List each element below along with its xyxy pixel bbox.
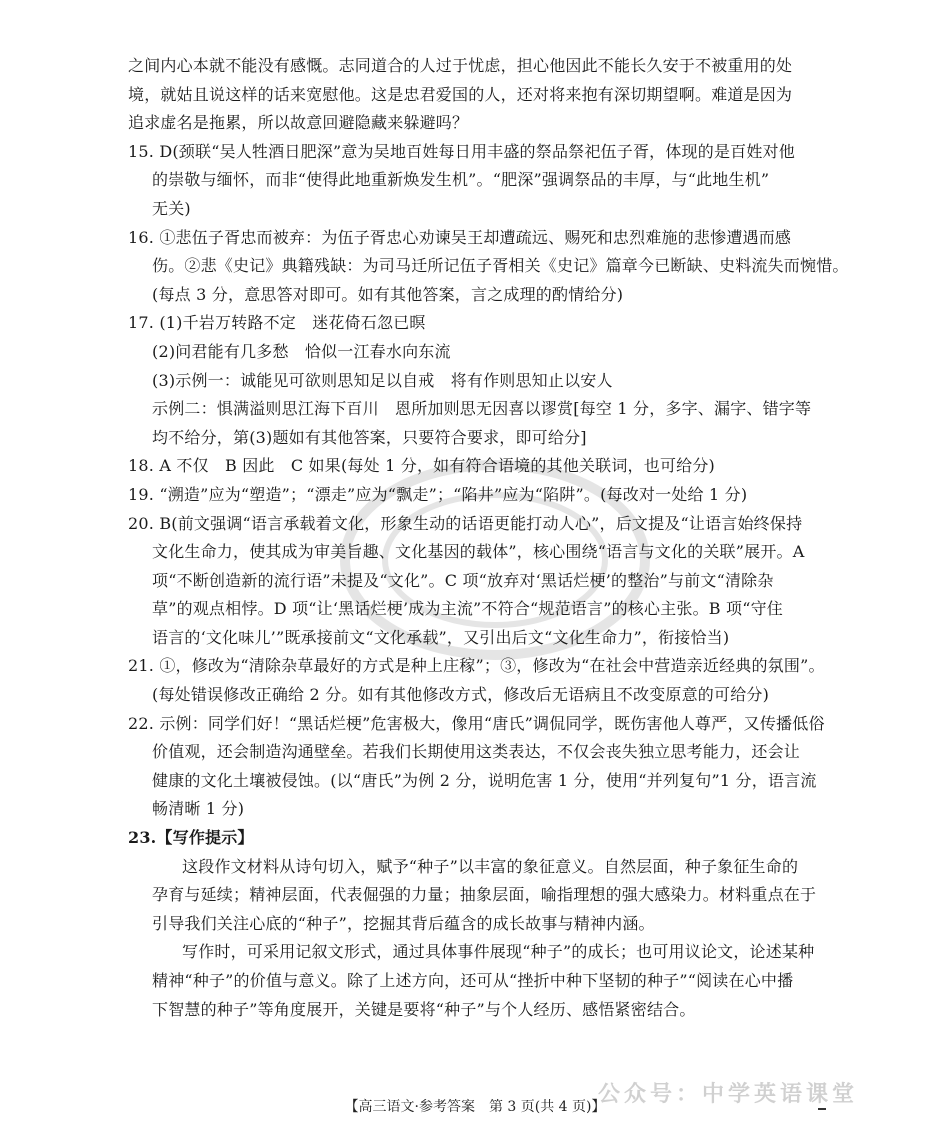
- answer-line: 的崇敬与缅怀，而非“使得此地重新焕发生机”。“肥深”强调祭品的丰厚，与“此地生机”: [152, 170, 770, 190]
- answer-content: [128, 52, 849, 1024]
- answer-line: 语言的‘文化味儿’”既承接前文“文化承载”，又引出后文“文化生命力”，衔接恰当): [152, 627, 730, 647]
- answer-line: (2)问君能有几多愁 恰似一江春水向东流: [152, 341, 451, 361]
- paragraph-line: 引导我们关注心底的“种子”，挖掘其背后蕴含的成长故事与精神内涵。: [152, 913, 655, 933]
- answer-line: 示例二：惧满溢则思江海下百川 恩所加则思无因喜以谬赏[每空 1 分，多字、漏字、错字等: [152, 399, 812, 419]
- answer-line: 草”的观点相悖。D 项“让‘黑话烂梗’成为主流”不符合“规范语言”的核心主张。B 项“守住: [152, 599, 784, 619]
- corner-mark: [818, 1108, 826, 1110]
- answer-line: 无关): [152, 198, 191, 218]
- answer-19: 19. “溯造”应为“塑造”；“漂走”应为“飘走”；“陷井”应为“陷阱”。(每改对一处给 1 分): [128, 484, 748, 504]
- paragraph-line: 孕育与延续；精神层面，代表倔强的力量；抽象层面，喻指理想的强大感染力。材料重点在于: [152, 885, 817, 905]
- answer-line: 22. 示例：同学们好！“黑话烂梗”危害极大，像用“唐氏”调侃同学，既伤害他人尊严，又传播低俗: [128, 713, 825, 733]
- answer-line: (每处错误修改正确给 2 分。如有其他修改方式，修改后无语病且不改变原意的可给分): [152, 685, 770, 705]
- answer-line: 均不给分，第(3)题如有其他答案，只要符合要求，即可给分]: [152, 427, 587, 447]
- answer-20: [128, 510, 828, 653]
- answer-22: [128, 710, 828, 824]
- text-line: 之间内心本就不能没有感慨。志同道合的人过于忧虑，担心他因此不能长久安于不被重用的处: [128, 56, 793, 75]
- answer-16: [128, 224, 849, 310]
- answer-line: 20. B(前文强调“语言承载着文化，形象生动的话语更能打动人心”，后文提及“让语言始终保持: [128, 513, 803, 533]
- answer-23: [128, 824, 828, 1024]
- paragraph-line: 精神“种子”的价值与意义。除了上述方向，还可从“挫折中种下坚韧的种子”“阅读在心中播: [152, 971, 794, 990]
- answer-line: (每点 3 分，意思答对即可。如有其他答案，言之成理的酌情给分): [152, 284, 624, 304]
- paragraph-line: 这段作文材料从诗句切入，赋予“种子”以丰富的象征意义。自然层面，种子象征生命的: [182, 856, 799, 876]
- answer-line: 16. ①悲伍子胥忠而被弃：为伍子胥忠心劝谏吴王却遭疏远、赐死和忠烈难施的悲惨遭遇而感: [128, 227, 792, 247]
- text-line: 追求虚名是拖累，所以故意回避隐藏来躲避吗？: [128, 113, 469, 133]
- text-line: 境，就姑且说这样的话来宽慰他。这是忠君爱国的人，还对将来抱有深切期望啊。难道是因为: [128, 84, 793, 104]
- paragraph-line: 写作时，可采用记叙文形式，通过具体事件展现“种子”的成长；也可用议论文，论述某种: [182, 942, 815, 962]
- answer-17: [128, 309, 828, 452]
- answer-21: [128, 652, 828, 709]
- intro-paragraph: [128, 52, 828, 138]
- page-footer: 【高三语文·参考答案 第 3 页(共 4 页)】: [344, 1099, 606, 1115]
- answer-line: 健康的文化土壤被侵蚀。(以“唐氏”为例 2 分，说明危害 1 分，使用“并列复句”1 分，语言流: [152, 770, 817, 790]
- answer-line: 项“不断创造新的流行语”未提及“文化”。C 项“放弃对‘黑话烂梗’的整治”与前文“清除杂: [152, 570, 774, 590]
- answer-line: 17. (1)千岩万转路不定 迷花倚石忽已暝: [128, 313, 426, 333]
- answer-line: 畅清晰 1 分): [152, 799, 245, 819]
- answer-line: 21. ①，修改为“清除杂草最好的方式是种上庄稼”；③，修改为“在社会中营造亲近经典的氛围”。: [128, 656, 825, 676]
- answer-line: 文化生命力，使其成为审美旨趣、文化基因的载体”，核心围绕“语言与文化的关联”展开。A: [152, 542, 805, 562]
- answer-line: 15. D(颈联“吴人牲酒日肥深”意为吴地百姓每日用丰盛的祭品祭祀伍子胥，体现的是百姓对他: [128, 141, 795, 161]
- paragraph-line: 下智慧的种子”等角度展开，关键是要将“种子”与个人经历、感悟紧密结合。: [152, 999, 696, 1019]
- answer-18: 18. A 不仅 B 因此 C 如果(每处 1 分，如有符合语境的其他关联词，也可给分): [128, 456, 715, 476]
- answer-line: (3)示例一：诚能见可欲则思知足以自戒 将有作则思知止以安人: [152, 370, 613, 390]
- answer-15: [128, 138, 828, 224]
- writing-tips-heading: 23.【写作提示】: [128, 828, 254, 848]
- answer-line: 伤。②悲《史记》典籍残缺：为司马迁所记伍子胥相关《史记》篇章今已断缺、史料流失而惋惜。: [152, 256, 849, 276]
- watermark-text: 公众号：中学英语课堂: [597, 1081, 858, 1107]
- answer-line: 价值观，还会制造沟通壁垒。若我们长期使用这类表达，不仅会丧失独立思考能力，还会让: [152, 742, 801, 762]
